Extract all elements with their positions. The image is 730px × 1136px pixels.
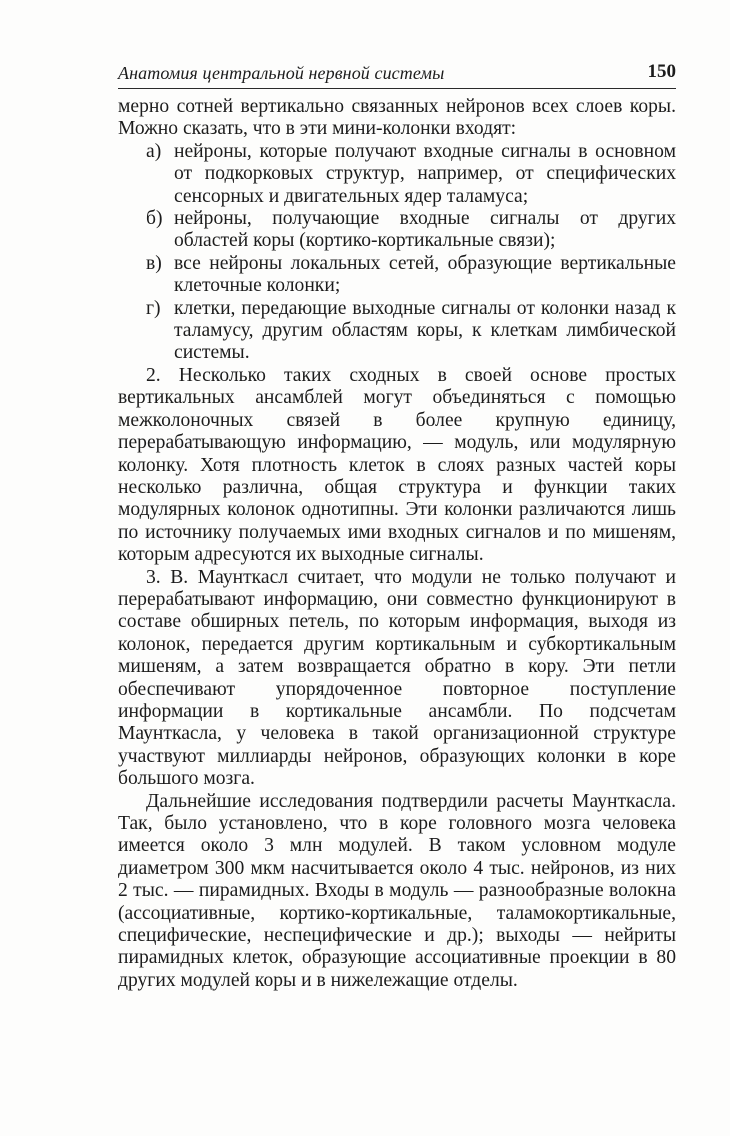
components-list [118, 141, 676, 365]
list-item [118, 298, 676, 365]
list-marker: б) [146, 208, 163, 230]
running-header [118, 62, 676, 89]
running-title: Анатомия центральной нервной системы [118, 63, 445, 83]
list-item [118, 208, 676, 253]
list-marker: в) [146, 252, 162, 274]
list-item [118, 253, 676, 298]
list-item [118, 141, 676, 208]
list-item-text: все нейроны локальных сетей, образующие вертикальные клеточные колонки; [174, 252, 676, 297]
body-text [118, 96, 676, 992]
list-item-text: нейроны, получающие входные сигналы от других областей коры (кортико-кортикальные связи); [174, 208, 676, 252]
list-item-text: клетки, передающие выходные сигналы от колонки назад к таламусу, другим областям коры, к клеткам лимбической системы. [174, 297, 676, 364]
list-marker: а) [146, 140, 162, 162]
list-item-text: нейроны, которые получают входные сигналы в основном от подкорковых структур, например, от специфических сенсорных и двигательных ядер таламуса; [174, 140, 676, 207]
paragraph-further-research: Дальнейшие исследования подтвердили расчеты Маунткасла. Так, было установлено, что в коре головного мозга человека имеется около 3 млн модулей. В таком условном модуле диаметром 300 мкм насчитывается около 4 тыс. нейронов, из них 2 тыс. — пирамидных. Входы в модуль — разнообразные волокна (ассоциативные, кортико-кортикальные, таламокортикальные, специфические, неспецифические и др.); выходы — нейриты пирамидных клеток, образующие ассоциативные проекции в 80 других модулей коры и в нижележащие отделы. [118, 790, 676, 991]
page-number: 150 [647, 61, 676, 82]
list-marker: г) [146, 297, 161, 319]
intro-paragraph: мерно сотней вертикально связанных нейронов всех слоев коры. Можно сказать, что в эти мини-колонки входят: [118, 96, 676, 140]
paragraph-mountcastle: 3. В. Маунткасл считает, что модули не только получают и перерабатывают информацию, они совместно функционируют в составе обширных петель, по которым информация, выходя из колонок, передается другим кортикальным и субкортикальным мишеням, а затем возвращается обратно в кору. Эти петли обеспечивают упорядоченное повторное поступление информации в кортикальные ансамбли. По подсчетам Маунткасла, у человека в такой организационной структуре участвуют миллиарды нейронов, образующих колонки в коре большого мозга. [118, 566, 676, 790]
paragraph-modules: 2. Несколько таких сходных в своей основе простых вертикальных ансамблей могут объединяться с помощью межколоночных связей в более крупную единицу, перерабатывающую информацию, — модуль, или модулярную колонку. Хотя плотность клеток в слоях разных частей коры несколько различна, общая структура и функции таких модулярных колонок однотипны. Эти колонки различаются лишь по источнику получаемых ими входных сигналов и по мишеням, которым адресуются их выходные сигналы. [118, 364, 676, 566]
